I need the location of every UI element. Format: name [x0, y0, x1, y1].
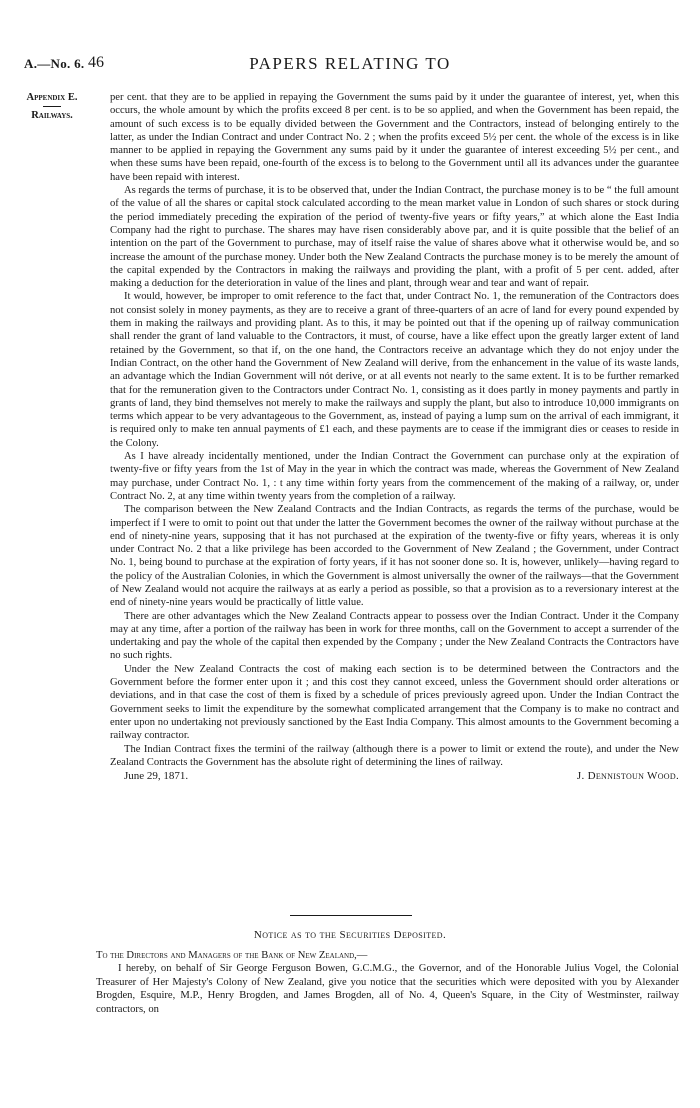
margin-topic: Railways.: [31, 110, 73, 121]
margin-rule: [43, 106, 61, 107]
paragraph: There are other advantages which the New Zealand Contracts appear to possess over the Indian Contract. Under it the Company may at any time, after a portion of the railway has been in work for three months, call on the Government to accept a surrender of the undertaking and pay the whole of the capital then expended by the Company ; under the New Zealand Contracts the Contractors have no such rights.: [110, 610, 679, 662]
series-number: A.—No. 6.: [24, 56, 85, 71]
signature-line: [110, 770, 679, 784]
running-title: PAPERS RELATING TO: [249, 54, 451, 73]
page-number: 46: [88, 54, 104, 71]
notice-paragraph: I hereby, on behalf of Sir George Ferguson Bowen, G.C.M.G., the Governor, and of the Honorable Julius Vogel, the Colonial Treasurer of Her Majesty's Colony of New Zealand, give you notice that the securities which were deposited with you by Alexander Brogden, Esquire, M.P., Henry Brogden, and James Brogden, all of No. 4, Queen's Square, in the City of Westminster, railway contractors, on: [96, 963, 679, 1015]
paragraph: As I have already incidentally mentioned, under the Indian Contract the Government can purchase only at the expiration of twenty-five or fifty years from the 1st of May in the year in which the contract was made, whereas the Government of New Zealand may purchase, under Contract No. 1, : t any time within forty years from the commencement of the making of a railway, or, under Contract No. 2, at any time within twenty years from the completion of a railway.: [110, 451, 679, 502]
paragraph: per cent. that they are to be applied in repaying the Government the sums paid by it under the guarantee of interest, yet, when this occurs, the whole amount by which the profits exceed 8 per cent. is to be so applied, and when the Government has been repaid, the amount of such excess is to be equally divided between the Government and the Contractors, instead of belonging entirely to the latter, as under the Indian Contract and under Contract No. 2 ; when the profits exceed 5½ per cent. the whole of the excess is in like manner to be applied in repaying the Government any sums paid by it under the guarantee of interest exceeding 5½ per cent., and when these sums have been repaid, one-fourth of the excess is to belong to the Government until all its advances under the guarantee have been repaid with interest.: [110, 92, 679, 183]
paragraph: Under the New Zealand Contracts the cost of making each section is to be determined between the Contractors and the Government before the former enter upon it ; and this cost they cannot exceed, unless the Government should order alterations or deviations, and in that case the cost of them is fixed by a schedule of prices previously agreed upon. Under the Indian Contract the Government seeks to limit the expenditure by the somewhat complicated arrangement that the Company is to make no contract and enter upon no undertaking not previously sanctioned by the East India Company. This almost amounts to the Government becoming a railway contractor.: [110, 663, 679, 742]
notice-title: Notice as to the Securities Deposited.: [253, 929, 447, 941]
report-body: [110, 91, 679, 784]
notice-address: To the Directors and Managers of the Bank of New Zealand,—: [96, 950, 368, 961]
signature-date: June 29, 1871.: [124, 770, 189, 783]
margin-appendix: Appendix E.: [26, 92, 78, 103]
paragraph: The Indian Contract fixes the termini of the railway (although there is a power to limit or extend the route), and under the New Zealand Contracts the Government has the absolute right of determining the lines of railway.: [110, 743, 679, 768]
margin-note: [22, 91, 82, 122]
notice-body: [96, 949, 679, 1016]
page-header: [0, 56, 700, 78]
signature-name: J. Dennistoun Wood.: [576, 770, 679, 783]
paragraph: It would, however, be improper to omit reference to the fact that, under Contract No. 1, the remuneration of the Contractors does not consist solely in money payments, as they are to receive a grant of three-quarters of an acre of land for every pound expended by them in making the railways and providing plant. As to this, it may be pointed out that if the opening up of railway communication shall render the grant of land valuable to the Contractors, it must, of course, have a like effect upon the greatly larger extent of land retained by the Government, so that if, on the one hand, the Contractors receive an advantage which they do not enjoy under the Indian Contract, on the other hand the Government of New Zealand will derive, from the enhancement in the value of its waste lands, an advantage which the Indian Government will nót derive, or at all events not nearly to the same extent. It is to be further remarked that for the remuneration given to the Contractors under Contract No. 1, consisting as it does partly in money payments and partly in grants of land, they bind themselves not merely to make the railways and supply the plant, but also to introduce 10,000 immigrants on terms which appear to be very advantageous to the Government, as, instead of paying a lump sum on the arrival of each immigrant, it is required only to make ten annual payments of £1 each, and these payments are to cease if the immigrant dies or ceases to reside in the Colony.: [110, 291, 679, 449]
section-divider: [290, 915, 412, 916]
paragraph: As regards the terms of purchase, it is to be observed that, under the Indian Contract, the purchase money is to be “ the full amount of the value of all the shares or capital stock calculated according to the mean market value in London of such shares or stock during the period immediately preceding the expiration of the period of twenty-five years or fifty years,” at which alone the East India Company had the right to purchase. The shares may have risen considerably above par, and it is quite possible that the belief of an intention on the part of the Government to purchase, may of itself raise the value of shares above what it otherwise would be, and so increase the amount of the purchase money. Under both the New Zealand Contracts the purchase money is to be merely the amount of the capital expended by the Contractors in making the railways and providing the plant, with a profit of 5 per cent. added, after making a deduction for the deterioration in value of the lines and plant, through wear and tear and want of repair.: [110, 185, 679, 290]
paragraph: The comparison between the New Zealand Contracts and the Indian Contracts, as regards the terms of the purchase, would be imperfect if I were to omit to point out that under the latter the Government becomes the owner of the railway without purchase at the end of ninety-nine years, supposing that it has not purchased at the expiration of the twenty-five or fifty years, whereas it is only under Contract No. 2 that a like privilege has been accorded to the Government of New Zealand ; the Government, under Contract No. 1, being bound to purchase at the expiration of forty years, if it has not sooner done so. It is, however, unlikely—having regard to the policy of the Australian Colonies, in which the Government is almost universally the owner of the railways—that the Government of New Zealand would not acquire the railways at as early a period as possible, so that a provision as to a reversionary interest at the end of ninety-nine years would be practically of little value.: [110, 504, 679, 609]
